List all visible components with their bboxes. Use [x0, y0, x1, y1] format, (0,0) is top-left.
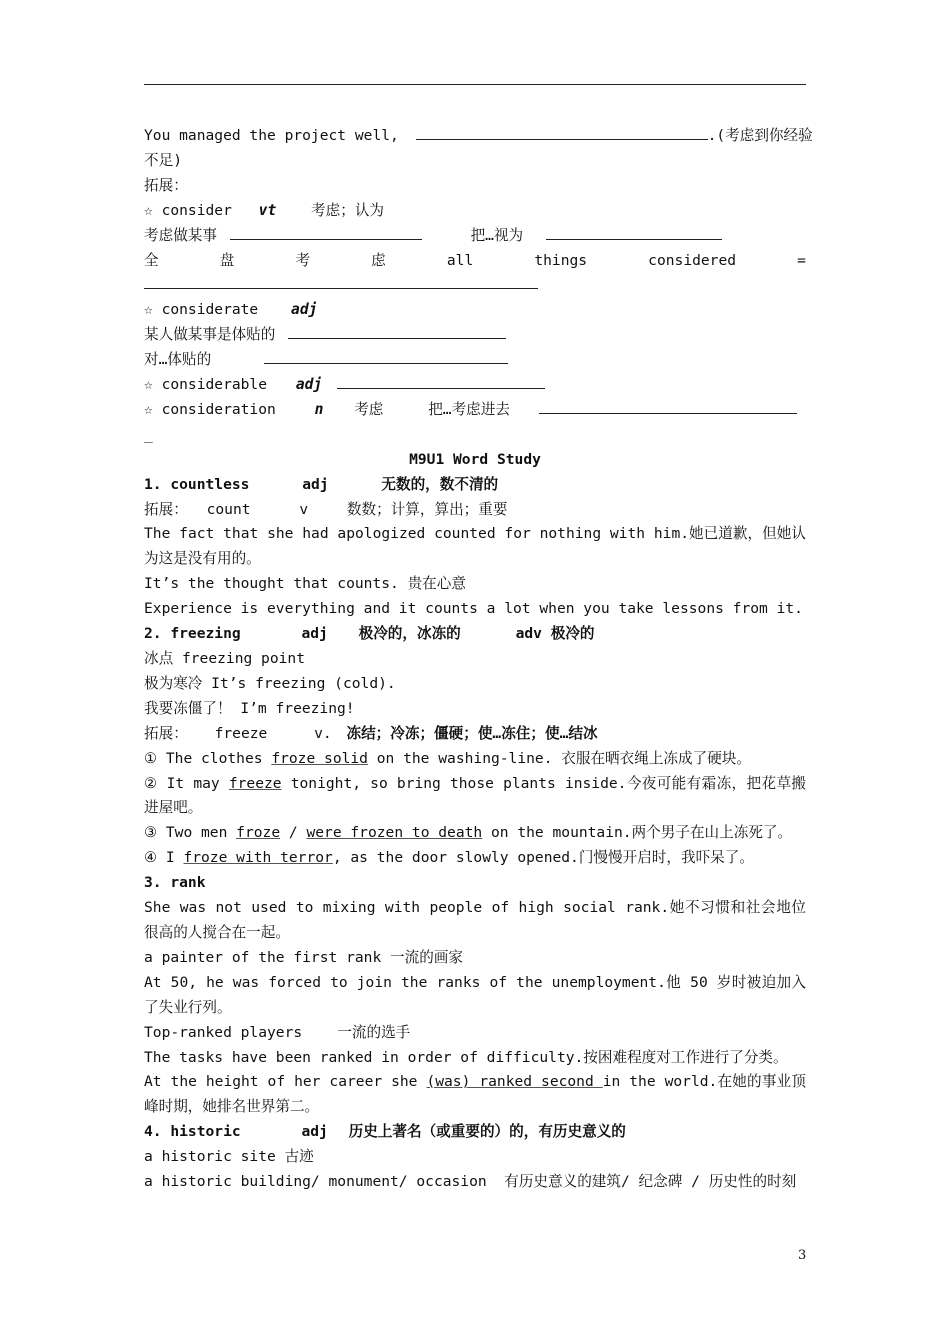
- example-sentence: [144, 821, 806, 846]
- sentence-text: ② It may: [144, 774, 229, 792]
- text-line: 不足): [144, 151, 182, 169]
- word: all: [446, 251, 474, 269]
- consider-line: [144, 199, 806, 224]
- underlined-phrase: were frozen to death: [306, 824, 483, 842]
- underlined-phrase: (was) ranked second: [426, 1073, 603, 1091]
- word-entry: ☆ considerable: [144, 376, 268, 394]
- word: 全: [144, 251, 159, 269]
- example-sentence: [144, 747, 806, 772]
- word: considered: [648, 251, 737, 269]
- meaning: 考虑；认为: [311, 201, 385, 219]
- word-heading: [144, 473, 806, 498]
- example-sentence: Top-ranked players 一流的选手: [144, 1023, 411, 1041]
- word-heading: [144, 622, 806, 647]
- underlined-phrase: freeze: [228, 774, 282, 792]
- word-entry: ☆ consideration: [144, 400, 276, 418]
- example-sentence: a painter of the first rank 一流的画家: [144, 948, 463, 966]
- example-sentence: The fact that she had apologized counted for nothing with him.她已道歉，但她认为这是没有用的。: [144, 525, 806, 568]
- word: count: [206, 500, 251, 518]
- sentence-text: tonight, so bring those plants inside.今夜可能有霜冻，把花草搬进屋吧。: [144, 774, 807, 817]
- considerate-line: [144, 298, 806, 323]
- fill-blank[interactable]: [546, 225, 722, 240]
- sentence-text: .(考虑到你经验: [707, 127, 813, 144]
- headword: 1. countless: [144, 475, 250, 493]
- word: =: [797, 251, 806, 269]
- example-sentence: 冰点 freezing point: [144, 650, 305, 668]
- sentence-text: You managed the project well,: [144, 127, 399, 144]
- part-of-speech: adj: [302, 475, 329, 493]
- underlined-phrase: froze with terror: [183, 849, 333, 867]
- meaning: 历史上著名（或重要的）的，有历史意义的: [348, 1123, 626, 1141]
- fill-blank[interactable]: [337, 374, 545, 389]
- sentence-text: ④ I: [144, 849, 184, 867]
- considerable-line: [144, 373, 806, 398]
- phrase-label: 某人做某事是体贴的: [144, 326, 276, 344]
- example-sentence: a historic building/ monument/ occasion 有历史意义的建筑/ 纪念碑 / 历史性的时刻: [144, 1173, 797, 1191]
- underlined-phrase: froze: [236, 824, 281, 842]
- example-sentence: 极为寒冷 It’s freezing (cold).: [144, 674, 396, 692]
- part-of-speech: v: [299, 500, 309, 518]
- example-sentence: At 50, he was forced to join the ranks of the unemployment.他 50 岁时被迫加入了失业行列。: [144, 973, 806, 1016]
- part-of-speech: adj: [301, 1123, 328, 1141]
- meaning: 无数的，数不清的: [381, 475, 499, 493]
- sentence-text: in the world.在她的事业顶峰时期，她排名世界第二。: [144, 1073, 806, 1116]
- phrase-label: 考虑做某事: [144, 226, 217, 244]
- word: 盘: [219, 251, 235, 269]
- underlined-phrase: froze solid: [271, 749, 368, 767]
- fill-blank[interactable]: [264, 349, 508, 364]
- sentence-text: on the washing-line. 衣服在晒衣绳上冻成了硬块。: [367, 749, 751, 767]
- meaning: 数数；计算，算出；重要: [346, 500, 508, 518]
- word-heading: [144, 1120, 806, 1145]
- meaning: 考虑: [354, 400, 384, 418]
- word-entry: ☆ considerate: [144, 301, 259, 319]
- word: freeze: [214, 724, 268, 742]
- blank-line: [144, 273, 806, 298]
- sentence-text: At the height of her career she: [144, 1073, 427, 1091]
- part-of-speech: adj: [291, 301, 318, 319]
- text-line: _: [144, 425, 153, 443]
- fill-blank[interactable]: [230, 225, 422, 240]
- word-heading: 3. rank: [144, 874, 206, 892]
- extension-label: 拓展：: [144, 176, 188, 194]
- part-of-speech: vt: [258, 201, 277, 219]
- example-sentence: Experience is everything and it counts a lot when you take lessons from it.: [144, 600, 803, 618]
- fill-blank[interactable]: [539, 399, 797, 414]
- example-sentence: [144, 772, 806, 822]
- extension-label: 拓展：: [144, 724, 188, 742]
- phrase-label: 把…考虑进去: [428, 400, 510, 418]
- fill-blank[interactable]: [288, 324, 506, 339]
- considerate-line: [144, 348, 806, 373]
- header-rule: [144, 84, 806, 85]
- example-sentence: [144, 846, 806, 871]
- section-title: M9U1 Word Study: [409, 450, 541, 468]
- example-sentence: It’s the thought that counts. 贵在心意: [144, 575, 466, 593]
- part-of-speech: n: [314, 400, 324, 418]
- document-body: [144, 124, 813, 1195]
- word: 虑: [371, 251, 386, 269]
- sentence-text: on the mountain.两个男子在山上冻死了。: [482, 824, 793, 842]
- considerate-line: [144, 323, 806, 348]
- word: things: [534, 251, 588, 269]
- page-number: 3: [798, 1248, 807, 1263]
- part-of-speech: adj: [301, 625, 328, 643]
- all-considered-line: [144, 249, 806, 274]
- sentence-text: , as the door slowly opened.门慢慢开启时，我吓呆了。: [332, 849, 754, 867]
- extension-label: 拓展：: [144, 500, 188, 518]
- sentence-text: ③ Two men: [144, 824, 237, 842]
- word: 考: [295, 251, 311, 269]
- phrase-label: 对…体贴的: [144, 351, 212, 369]
- text-line: [144, 124, 813, 149]
- consider-doing-line: [144, 224, 806, 249]
- meaning: 极冷的，冰冻的: [358, 625, 461, 643]
- example-sentence: a historic site 古迹: [144, 1148, 314, 1166]
- example-sentence: 我要冻僵了！ I’m freezing!: [144, 699, 355, 717]
- word-entry: ☆ consider: [144, 201, 232, 219]
- headword: 4. historic: [144, 1123, 241, 1141]
- part-of-speech: adj: [295, 376, 323, 394]
- fill-blank[interactable]: [144, 274, 538, 289]
- phrase-label: 把…视为: [470, 226, 524, 244]
- part-of-speech: v.: [314, 724, 332, 742]
- headword: 2. freezing: [144, 625, 241, 643]
- sentence-text: /: [280, 824, 307, 842]
- example-sentence: The tasks have been ranked in order of difficulty.按困难程度对工作进行了分类。: [144, 1048, 788, 1066]
- fill-blank[interactable]: [416, 125, 708, 140]
- example-sentence: [144, 1070, 806, 1120]
- meaning: 冻结；冷冻；僵硬；使…冻住；使…结冰: [346, 724, 598, 742]
- meaning: adv 极冷的: [515, 625, 595, 643]
- example-sentence: She was not used to mixing with people of high social rank.她不习惯和社会地位很高的人搅合在一起。: [144, 899, 806, 941]
- sentence-text: ① The clothes: [144, 749, 272, 767]
- consideration-line: [144, 398, 806, 423]
- extension-line: [144, 498, 806, 523]
- extension-line: [144, 722, 806, 747]
